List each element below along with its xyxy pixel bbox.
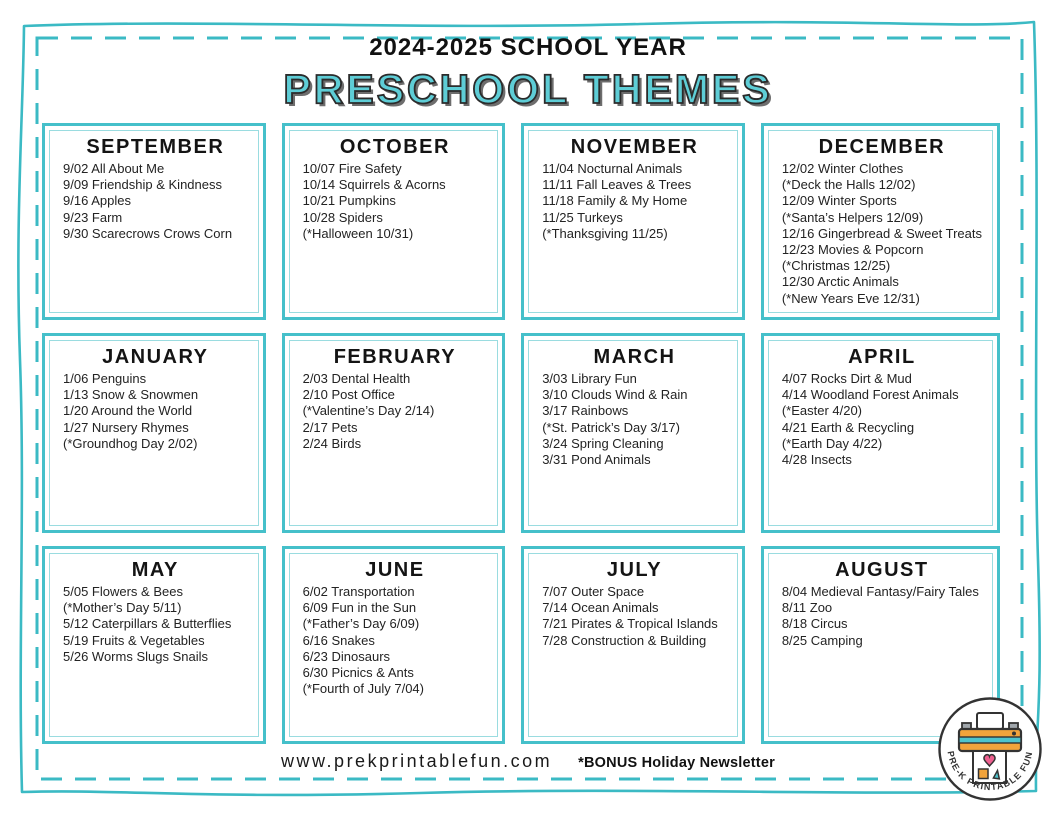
logo-text: PRE-K PRINTABLE FUN xyxy=(945,750,1035,793)
theme-item: 10/07 Fire Safety xyxy=(302,161,402,176)
theme-item: 2/03 Dental Health xyxy=(302,371,411,386)
month-card-inner xyxy=(289,553,499,737)
months-grid xyxy=(42,123,1000,744)
month-title: FEBRUARY xyxy=(333,346,457,368)
theme-item: 1/20 Around the World xyxy=(63,403,193,419)
month-card-inner xyxy=(768,340,993,526)
month-card-december xyxy=(761,123,1000,320)
theme-item: 6/02 Transportation xyxy=(302,584,415,599)
school-year-subtitle: 2024-2025 SCHOOL YEAR xyxy=(369,34,687,61)
month-card-september xyxy=(42,123,266,320)
theme-item: 11/11 Fall Leaves & Trees xyxy=(542,177,692,193)
theme-list xyxy=(63,371,248,452)
theme-item: 4/07 Rocks Dirt & Mud xyxy=(781,371,912,386)
theme-item: 12/16 Gingerbread & Sweet Treats xyxy=(781,225,982,241)
theme-item: 3/03 Library Fun xyxy=(542,371,637,386)
theme-item: 7/07 Outer Space xyxy=(542,584,645,599)
theme-item: 8/04 Medieval Fantasy/Fairy Tales xyxy=(781,584,979,599)
month-card-inner xyxy=(528,553,738,737)
month-card-january xyxy=(42,333,266,533)
theme-item: 3/17 Rainbows xyxy=(542,403,629,419)
month-card-inner xyxy=(289,340,499,526)
month-card-october xyxy=(282,123,506,320)
theme-list xyxy=(542,584,727,649)
month-title: MAY xyxy=(131,559,179,581)
month-card-february xyxy=(282,333,506,533)
theme-item: 10/14 Squirrels & Acorns xyxy=(302,177,446,193)
theme-item: 5/19 Fruits & Vegetables xyxy=(63,632,205,648)
month-title: DECEMBER xyxy=(818,136,946,158)
theme-item: 3/10 Clouds Wind & Rain xyxy=(542,387,688,403)
theme-item: 12/02 Winter Clothes xyxy=(781,161,904,176)
month-card-july xyxy=(521,546,745,744)
month-title: JUNE xyxy=(365,559,425,581)
theme-item: (*Santa’s Helpers 12/09) xyxy=(781,209,924,225)
theme-item: 4/21 Earth & Recycling xyxy=(781,419,915,435)
theme-item: 1/13 Snow & Snowmen xyxy=(63,387,199,403)
theme-list xyxy=(542,161,727,242)
month-card-inner xyxy=(528,130,738,313)
theme-item: 10/21 Pumpkins xyxy=(302,193,396,209)
theme-item: (*Mother’s Day 5/11) xyxy=(63,600,182,616)
bonus-note: *BONUS Holiday Newsletter xyxy=(578,755,775,771)
month-card-november xyxy=(521,123,745,320)
theme-item: (*Valentine’s Day 2/14) xyxy=(302,403,435,419)
month-card-inner xyxy=(289,130,499,313)
theme-item: 8/18 Circus xyxy=(781,616,848,632)
theme-list xyxy=(782,371,982,468)
theme-item: 11/18 Family & My Home xyxy=(542,193,688,209)
theme-item: 5/26 Worms Slugs Snails xyxy=(63,648,208,664)
theme-list xyxy=(303,161,488,242)
theme-item: (*Thanksgiving 11/25) xyxy=(542,225,668,241)
month-card-inner xyxy=(49,340,259,526)
month-card-inner xyxy=(528,340,738,526)
theme-list xyxy=(782,161,982,307)
theme-item: 12/09 Winter Sports xyxy=(781,193,897,209)
theme-list xyxy=(303,371,488,452)
theme-item: 5/05 Flowers & Bees xyxy=(63,584,183,599)
month-title: SEPTEMBER xyxy=(86,136,225,158)
theme-item: (*New Years Eve 12/31) xyxy=(781,290,920,306)
theme-item: (*Fourth of July 7/04) xyxy=(302,681,424,697)
page-footer xyxy=(0,751,1056,772)
theme-item: (*Christmas 12/25) xyxy=(781,258,891,274)
theme-item: 8/25 Camping xyxy=(781,632,863,648)
theme-item: 6/23 Dinosaurs xyxy=(302,648,391,664)
month-title: OCTOBER xyxy=(339,136,450,158)
theme-item: 3/24 Spring Cleaning xyxy=(542,435,664,451)
theme-item: 9/02 All About Me xyxy=(63,161,165,176)
theme-item: 2/10 Post Office xyxy=(302,387,395,403)
month-card-may xyxy=(42,546,266,744)
theme-item: 2/17 Pets xyxy=(302,419,358,435)
theme-item: 9/30 Scarecrows Crows Corn xyxy=(63,225,233,241)
theme-item: 9/23 Farm xyxy=(63,209,123,225)
theme-item: 2/24 Birds xyxy=(302,435,362,451)
theme-item: 1/27 Nursery Rhymes xyxy=(63,419,189,435)
month-title: AUGUST xyxy=(835,559,929,581)
month-title: MARCH xyxy=(593,346,676,368)
theme-item: 6/30 Picnics & Ants xyxy=(302,665,414,681)
theme-item: (*Father’s Day 6/09) xyxy=(302,616,420,632)
month-card-inner xyxy=(768,130,993,313)
theme-item: 12/23 Movies & Popcorn xyxy=(781,242,924,258)
theme-item: (*Earth Day 4/22) xyxy=(781,435,883,451)
month-card-march xyxy=(521,333,745,533)
theme-item: 7/28 Construction & Building xyxy=(542,632,707,648)
theme-item: (*Deck the Halls 12/02) xyxy=(781,177,916,193)
month-title: NOVEMBER xyxy=(570,136,699,158)
theme-item: 4/28 Insects xyxy=(781,452,852,468)
theme-list xyxy=(63,584,248,665)
theme-item: (*Easter 4/20) xyxy=(781,403,863,419)
website-link[interactable]: www.prekprintablefun.com xyxy=(281,751,553,771)
theme-item: 6/16 Snakes xyxy=(302,632,375,648)
theme-item: 5/12 Caterpillars & Butterflies xyxy=(63,616,232,632)
theme-item: 7/14 Ocean Animals xyxy=(542,600,659,616)
theme-item: 12/30 Arctic Animals xyxy=(781,274,899,290)
theme-list xyxy=(782,584,982,649)
theme-item: (*Groundhog Day 2/02) xyxy=(63,435,198,451)
page-header xyxy=(0,34,1056,113)
theme-item: (*Halloween 10/31) xyxy=(302,225,414,241)
month-card-inner xyxy=(49,553,259,737)
theme-list xyxy=(542,371,727,468)
theme-list xyxy=(303,584,488,697)
theme-item: 4/14 Woodland Forest Animals xyxy=(781,387,959,403)
page-title: PRESCHOOL THEMES xyxy=(283,66,773,112)
theme-list xyxy=(63,161,248,242)
theme-item: 11/04 Nocturnal Animals xyxy=(542,161,683,176)
theme-item: 11/25 Turkeys xyxy=(542,209,623,225)
theme-item: (*St. Patrick’s Day 3/17) xyxy=(542,419,680,435)
brand-logo xyxy=(937,696,1043,802)
theme-item: 9/16 Apples xyxy=(63,193,131,209)
theme-item: 7/21 Pirates & Tropical Islands xyxy=(542,616,718,632)
month-card-inner xyxy=(49,130,259,313)
theme-item: 10/28 Spiders xyxy=(302,209,383,225)
month-card-april xyxy=(761,333,1000,533)
theme-item: 6/09 Fun in the Sun xyxy=(302,600,417,616)
theme-item: 1/06 Penguins xyxy=(63,371,147,386)
theme-item: 8/11 Zoo xyxy=(781,600,833,616)
month-title: JULY xyxy=(606,559,663,581)
month-title: APRIL xyxy=(848,346,916,368)
theme-item: 3/31 Pond Animals xyxy=(542,452,651,468)
month-card-june xyxy=(282,546,506,744)
theme-item: 9/09 Friendship & Kindness xyxy=(63,177,222,193)
month-title: JANUARY xyxy=(102,346,209,368)
